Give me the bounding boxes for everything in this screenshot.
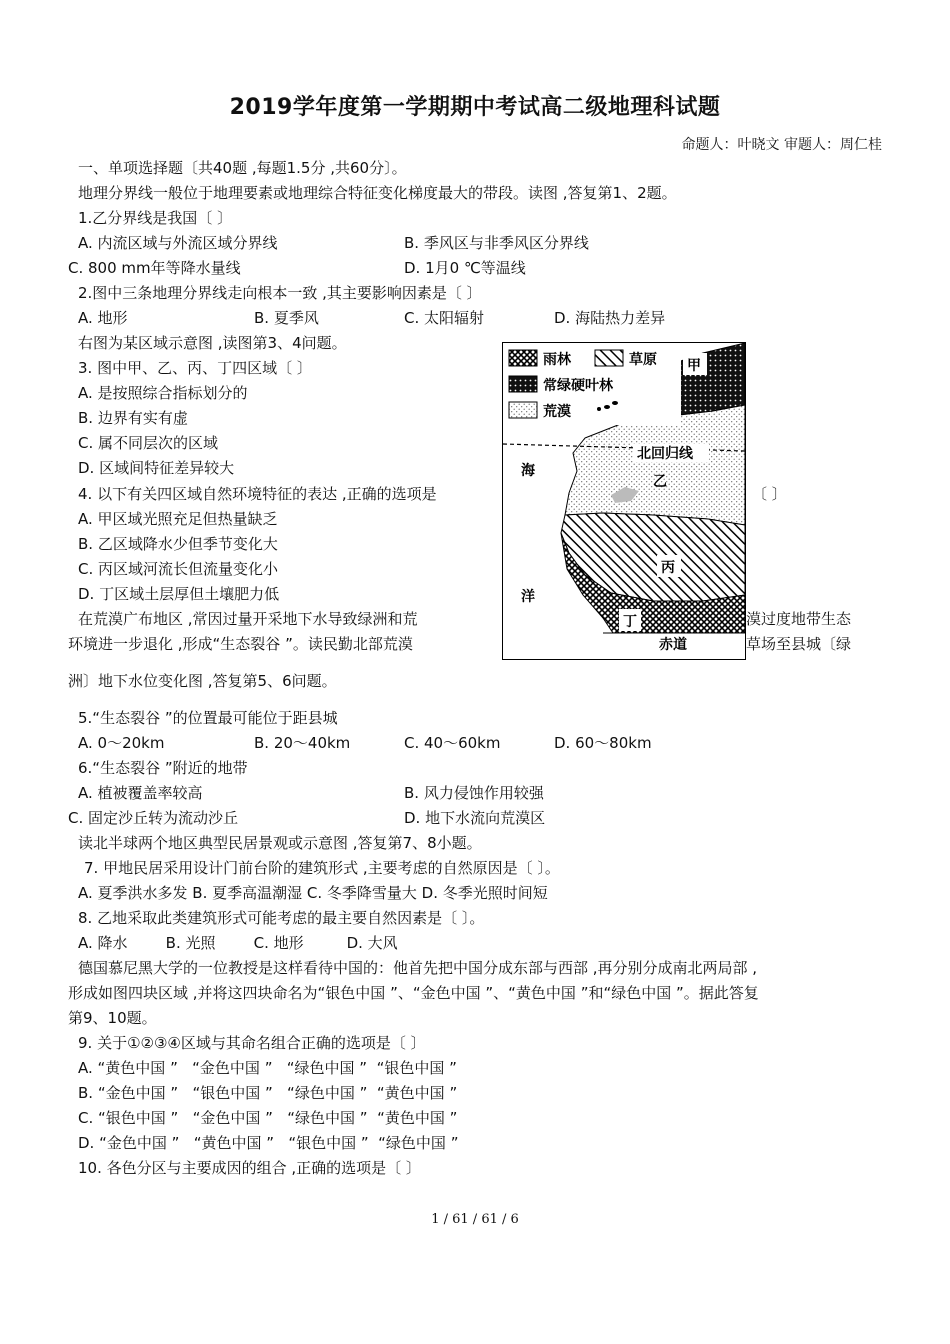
q3-stem: 3. 图中甲、乙、丙、丁四区域〔 〕 bbox=[78, 359, 312, 377]
q2-stem: 2.图中三条地理分界线走向根本一致 ,其主要影响因素是〔 〕 bbox=[78, 284, 482, 302]
svg-text:草原: 草原 bbox=[629, 352, 657, 368]
q3-option-d: D. 区域间特征差异较大 bbox=[78, 459, 235, 477]
svg-text:雨林: 雨林 bbox=[543, 352, 571, 368]
q1-option-d: D. 1月0 ℃等温线 bbox=[404, 259, 526, 277]
q3-option-c: C. 属不同层次的区域 bbox=[78, 434, 219, 452]
q6-option-d: D. 地下水流向荒漠区 bbox=[404, 809, 546, 827]
q4-option-a: A. 甲区域光照充足但热量缺乏 bbox=[78, 510, 278, 528]
intro-q9-q10-line3: 第9、10题。 bbox=[68, 1009, 157, 1027]
q1-option-b: B. 季风区与非季风区分界线 bbox=[404, 234, 589, 252]
intro-q3-q4: 右图为某区域示意图 ,读图第3、4问题。 bbox=[78, 334, 347, 352]
q5-option-a: A. 0～20km bbox=[78, 734, 165, 752]
page-footer: 1 / 61 / 61 / 6 bbox=[431, 1212, 519, 1227]
intro-q9-q10-line2: 形成如图四块区域 ,并将这四块命名为“银色中国 ”、“金色中国 ”、“黄色中国 ”和“绿色中国 ”。据此答复 bbox=[68, 984, 759, 1002]
authors-line: 命题人：叶晓文 审题人：周仁桂 bbox=[681, 137, 882, 153]
intro-q5-q6-line2-left: 环境进一步退化 ,形成“生态裂谷 ”。读民勤北部荒漠 bbox=[68, 635, 413, 653]
q2-option-a: A. 地形 bbox=[78, 309, 128, 327]
ocean-label-hai: 海 bbox=[521, 463, 535, 479]
q3-option-a: A. 是按照综合指标划分的 bbox=[78, 384, 248, 402]
q6-option-a: A. 植被覆盖率较高 bbox=[78, 784, 203, 802]
q6-option-c: C. 固定沙丘转为流动沙丘 bbox=[68, 809, 239, 827]
q8-stem: 8. 乙地采取此类建筑形式可能考虑的最主要自然因素是〔 〕。 bbox=[78, 909, 485, 927]
ocean-label-yang: 洋 bbox=[521, 589, 535, 605]
intro-q5-q6-line3: 洲〕地下水位变化图 ,答复第5、6问题。 bbox=[68, 672, 337, 690]
q9-option-c: C. “银色中国 ” “金色中国 ” “绿色中国 ” “黄色中国 ” bbox=[78, 1109, 458, 1127]
region-label-bing: 丙 bbox=[661, 560, 675, 576]
intro-q7-q8: 读北半球两个地区典型民居景观或示意图 ,答复第7、8小题。 bbox=[78, 834, 482, 852]
q8-options: A. 降水 B. 光照 C. 地形 D. 大风 bbox=[78, 934, 398, 952]
section-heading: 一、单项选择题〔共40题 ,每题1.5分 ,共60分〕。 bbox=[78, 159, 407, 177]
region-label-ding: 丁 bbox=[623, 614, 637, 630]
svg-text:荒漠: 荒漠 bbox=[543, 404, 571, 420]
island-dot bbox=[612, 401, 618, 405]
region-label-yi: 乙 bbox=[653, 474, 667, 490]
q5-option-c: C. 40～60km bbox=[404, 734, 501, 752]
q1-option-a: A. 内流区域与外流区域分界线 bbox=[78, 234, 278, 252]
q5-option-b: B. 20～40km bbox=[254, 734, 351, 752]
island-dot bbox=[604, 405, 610, 409]
legend-evergreen bbox=[509, 376, 614, 394]
intro-q9-q10-line1: 德国慕尼黑大学的一位教授是这样看待中国的：他首先把中国分成东部与西部 ,再分别分成南北两局部 , bbox=[78, 959, 758, 977]
q5-option-d: D. 60～80km bbox=[554, 734, 652, 752]
q3-option-b: B. 边界有实有虚 bbox=[78, 409, 188, 427]
equator-label: 赤道 bbox=[659, 637, 687, 653]
intro-q5-q6-line1-left: 在荒漠广布地区 ,常因过量开采地下水导致绿洲和荒 bbox=[78, 610, 418, 628]
q4-option-d: D. 丁区域土层厚但土壤肥力低 bbox=[78, 585, 280, 603]
region-map-figure bbox=[502, 342, 746, 660]
tropic-label: 北回归线 bbox=[637, 446, 693, 462]
svg-text:常绿硬叶林: 常绿硬叶林 bbox=[543, 378, 613, 394]
q1-option-c: C. 800 mm年等降水量线 bbox=[68, 259, 241, 277]
q6-stem: 6.“生态裂谷 ”附近的地带 bbox=[78, 759, 248, 777]
q9-stem: 9. 关于①②③④区域与其命名组合正确的选项是〔 〕 bbox=[78, 1034, 426, 1052]
q4-option-b: B. 乙区域降水少但季节变化大 bbox=[78, 535, 278, 553]
region-label-jia: 甲 bbox=[687, 358, 701, 374]
page-title: 2019学年度第一学期期中考试高二级地理科试题 bbox=[229, 95, 721, 120]
q9-option-b: B. “金色中国 ” “银色中国 ” “绿色中国 ” “黄色中国 ” bbox=[78, 1084, 458, 1102]
q4-option-c: C. 丙区域河流长但流量变化小 bbox=[78, 560, 279, 578]
q4-stem-tail: 〔 〕 bbox=[752, 485, 787, 503]
q5-stem: 5.“生态裂谷 ”的位置最可能位于距县城 bbox=[78, 709, 338, 727]
q9-option-a: A. “黄色中国 ” “金色中国 ” “绿色中国 ” “银色中国 ” bbox=[78, 1059, 457, 1077]
q2-option-d: D. 海陆热力差异 bbox=[554, 309, 666, 327]
q7-stem: 7. 甲地民居采用设计门前台阶的建筑形式 ,主要考虑的自然原因是〔 〕。 bbox=[84, 859, 560, 877]
q10-stem: 10. 各色分区与主要成因的组合 ,正确的选项是〔 〕 bbox=[78, 1159, 421, 1177]
island-dot bbox=[597, 407, 601, 411]
intro-q5-q6-line2-right: 草场至县城〔绿 bbox=[746, 635, 852, 653]
q9-option-d: D. “金色中国 ” “黄色中国 ” “银色中国 ” “绿色中国 ” bbox=[78, 1134, 459, 1152]
q6-option-b: B. 风力侵蚀作用较强 bbox=[404, 784, 544, 802]
q7-options: A. 夏季洪水多发 B. 夏季高温潮湿 C. 冬季降雪量大 D. 冬季光照时间短 bbox=[78, 884, 548, 902]
intro-q5-q6-line1-right: 漠过度地带生态 bbox=[746, 610, 852, 628]
q2-option-b: B. 夏季风 bbox=[254, 309, 319, 327]
intro-q1-q2: 地理分界线一般位于地理要素或地理综合特征变化梯度最大的带段。读图 ,答复第1、2题。 bbox=[78, 184, 677, 202]
region-map-svg bbox=[503, 343, 745, 659]
q1-stem: 1.乙分界线是我国〔 〕 bbox=[78, 209, 233, 227]
q4-stem: 4. 以下有关四区域自然环境特征的表达 ,正确的选项是 bbox=[78, 485, 437, 503]
q2-option-c: C. 太阳辐射 bbox=[404, 309, 485, 327]
